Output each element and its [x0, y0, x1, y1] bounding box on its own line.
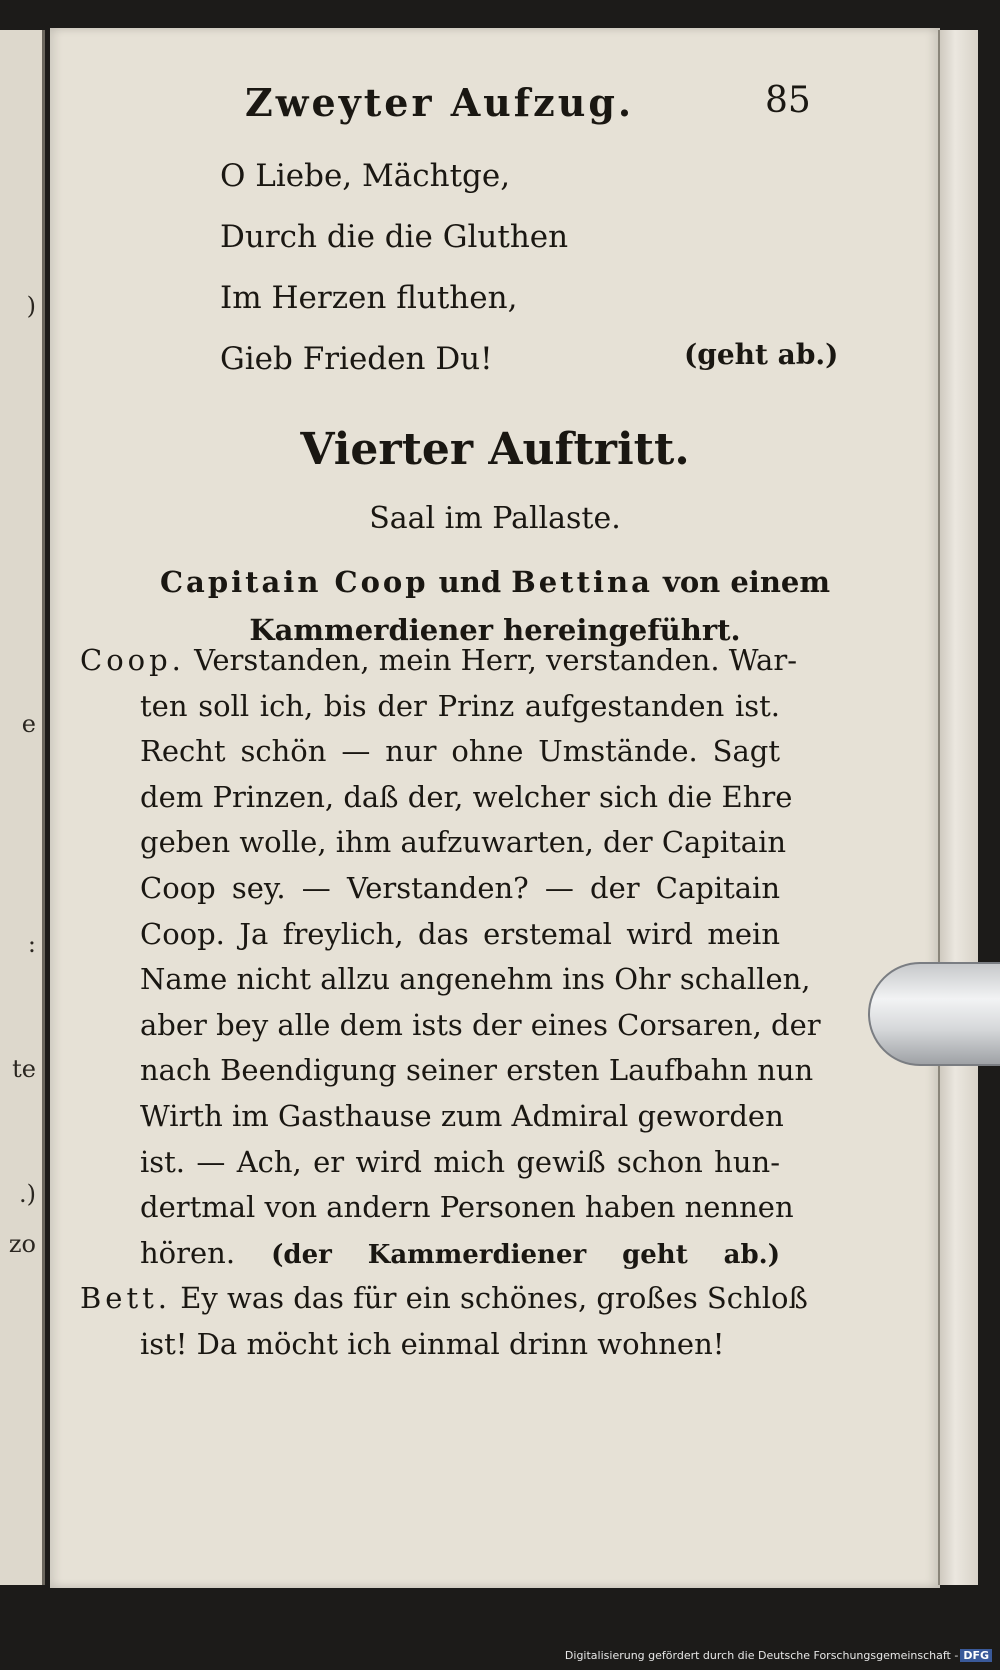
- speech-line: nach Beendigung seiner ersten Laufbahn nun: [140, 1053, 814, 1088]
- page-edge: [938, 30, 978, 1585]
- speech-line: [80, 1231, 780, 1277]
- character-name: Bettina: [511, 565, 653, 599]
- dfg-logo: DFG: [960, 1649, 992, 1662]
- margin-fragment: e: [21, 710, 36, 738]
- verse-block: [220, 146, 568, 390]
- coop-speech: [80, 638, 821, 1276]
- speech-line: aber bey alle dem ists der eines Corsaren, der: [140, 1007, 821, 1042]
- speech-line: ist. — Ach, er wird mich gewiß schon hun-: [140, 1144, 780, 1179]
- verse-exit-direction: (geht ab.): [684, 338, 839, 371]
- character-names: Capitain Coop: [159, 565, 429, 599]
- running-title: Zweyter Aufzug.: [245, 80, 635, 125]
- verse-line: Im Herzen fluthen,: [220, 280, 518, 316]
- speech-line: [80, 638, 798, 684]
- speech-text: hören.: [140, 1235, 236, 1270]
- stage-direction-line: [50, 558, 940, 606]
- speech-line: Wirth im Gasthause zum Admiral geworden: [140, 1098, 784, 1133]
- speaker-name: Coop.: [80, 643, 185, 677]
- page-content: [50, 28, 940, 1588]
- adjacent-page-strip: [0, 30, 45, 1585]
- stage-direction-line: Kammerdiener hereingeführt.: [249, 613, 741, 647]
- scene-title: Vierter Auftritt.: [300, 424, 690, 475]
- speech-line: dertmal von andern Personen haben nennen: [140, 1190, 794, 1225]
- digitization-footer: [565, 1649, 992, 1662]
- stage-direction-text: von einem: [662, 565, 831, 599]
- speaker-name: Bett.: [80, 1281, 171, 1315]
- speech-line: [80, 1276, 808, 1322]
- speech-line: dem Prinzen, daß der, welcher sich die Ehre: [140, 779, 793, 814]
- bett-speech: [80, 1276, 808, 1367]
- speech-text: Verstanden, mein Herr, verstanden. War-: [194, 643, 798, 677]
- speech-line: Coop. Ja freylich, das erstemal wird mein: [140, 916, 780, 951]
- margin-fragment: ): [26, 292, 36, 320]
- speech-text: Ey was das für ein schönes, großes Schloß: [180, 1281, 808, 1315]
- speech-line: Recht schön — nur ohne Umstände. Sagt: [140, 734, 780, 769]
- speech-line: Coop sey. — Verstanden? — der Capitain: [140, 870, 780, 905]
- verse-line: Durch die die Gluthen: [220, 219, 569, 255]
- speech-line: ist! Da möcht ich einmal drinn wohnen!: [140, 1326, 725, 1361]
- speech-line: ten soll ich, bis der Prinz aufgestanden ist.: [140, 688, 780, 723]
- page-number: 85: [765, 80, 811, 121]
- footer-text: Digitalisierung gefördert durch die Deutsche Forschungsgemeinschaft -: [564, 1649, 959, 1662]
- conjunction: und: [438, 565, 502, 599]
- margin-fragment: te: [12, 1055, 36, 1083]
- book-page: [50, 28, 940, 1588]
- page-clip: [868, 962, 1000, 1066]
- verse-line: O Liebe, Mächtge,: [220, 158, 511, 194]
- margin-fragment: zo: [8, 1230, 36, 1258]
- margin-fragment: .): [19, 1180, 36, 1208]
- speech-line: geben wolle, ihm aufzuwarten, der Capitain: [140, 825, 787, 860]
- margin-fragment: :: [27, 930, 36, 958]
- scene-location: Saal im Pallaste.: [369, 501, 621, 536]
- verse-line: Gieb Frieden Du!: [220, 341, 493, 377]
- speech-line: Name nicht allzu angenehm ins Ohr schallen,: [140, 962, 811, 997]
- exit-direction: (der Kammerdiener geht ab.): [271, 1239, 780, 1270]
